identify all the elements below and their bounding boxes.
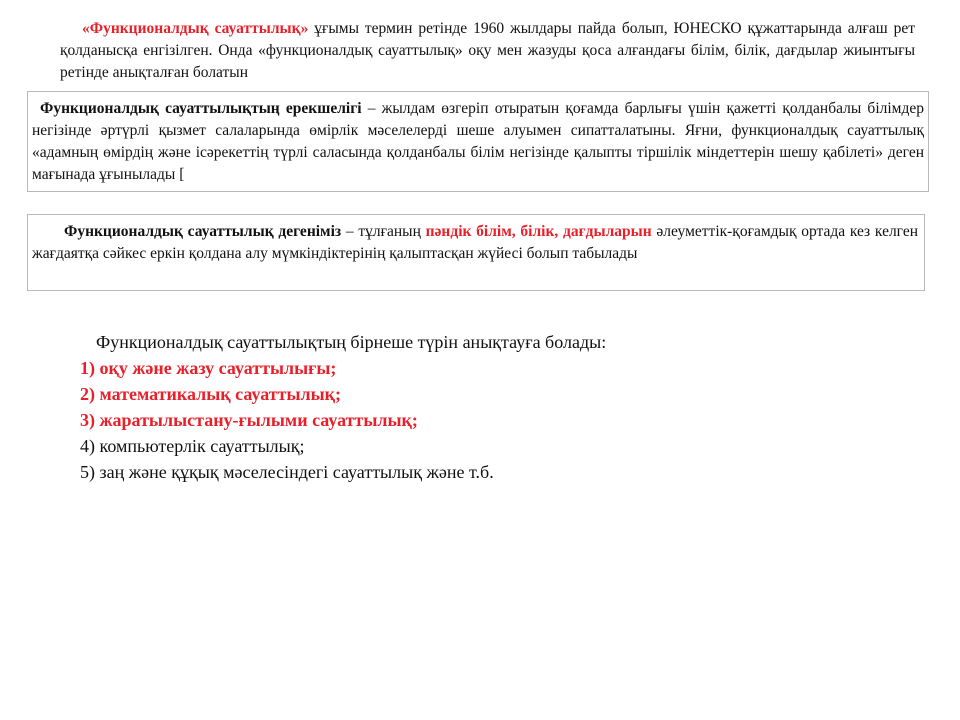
list-item: 3) жаратылыстану-ғылыми сауаттылық; <box>80 410 418 430</box>
functional-literacy-term: «Функционалдық сауаттылық» <box>82 20 309 37</box>
intro-paragraph-text: ұғымы термин ретінде 1960 жылдары пайда болып, ЮНЕСКО құжаттарында алғаш рет қолданысқа енгізілген. Онда «функционалдық сауаттылық» оқу мен жазуды қоса алғандағы білім, білік, дағдылар жиынтығы ретінде анықталған болатын <box>60 20 915 81</box>
feature-definition-text: – жылдам өзгеріп отыратын қоғамда барлығы үшін қажетті қолданбалы білімдер негізінде әртүрлі қызмет салаларында өмірлік мәселелерді шеше алуымен сипатталатыны. Яғни, функционалдық сауаттылық «адамның өмірдің және ісәрекеттің түрлі саласында қолданбалы білім негізінде қалыпты тіршілік міндеттерін шешу қабілеті» деген мағынада ұғынылады [ <box>32 100 924 183</box>
list-item: 4) компьютерлік сауаттылық; <box>80 436 305 456</box>
definition-box <box>27 214 925 291</box>
definition-term: Функционалдық сауаттылық дегеніміз <box>64 223 342 240</box>
feature-definition-box <box>27 91 929 192</box>
list-item: 5) заң және құқық мәселесіндегі сауаттылық және т.б. <box>80 462 494 482</box>
definition-paragraph <box>28 215 924 265</box>
literacy-types-list <box>80 329 780 485</box>
list-item: 1) оқу және жазу сауаттылығы; <box>80 358 337 378</box>
definition-highlight: пәндік білім, білік, дағдыларын <box>425 223 652 240</box>
feature-definition-paragraph <box>28 92 928 186</box>
feature-term: Функционалдық сауаттылықтың ерекшелігі <box>40 100 362 117</box>
list-item: 2) математикалық сауаттылық; <box>80 384 342 404</box>
intro-paragraph <box>60 18 915 84</box>
definition-text: әлеуметтік-қоғамдық ортада кез келген жағдаятқа сәйкес еркін қолдана алу мүмкіндіктерінің қалыптасқан жүйесі болып табылады <box>32 223 919 262</box>
definition-connector: – тұлғаның <box>341 223 426 240</box>
list-intro: Функционалдық сауаттылықтың бірнеше түрін анықтауға болады: <box>96 332 607 352</box>
